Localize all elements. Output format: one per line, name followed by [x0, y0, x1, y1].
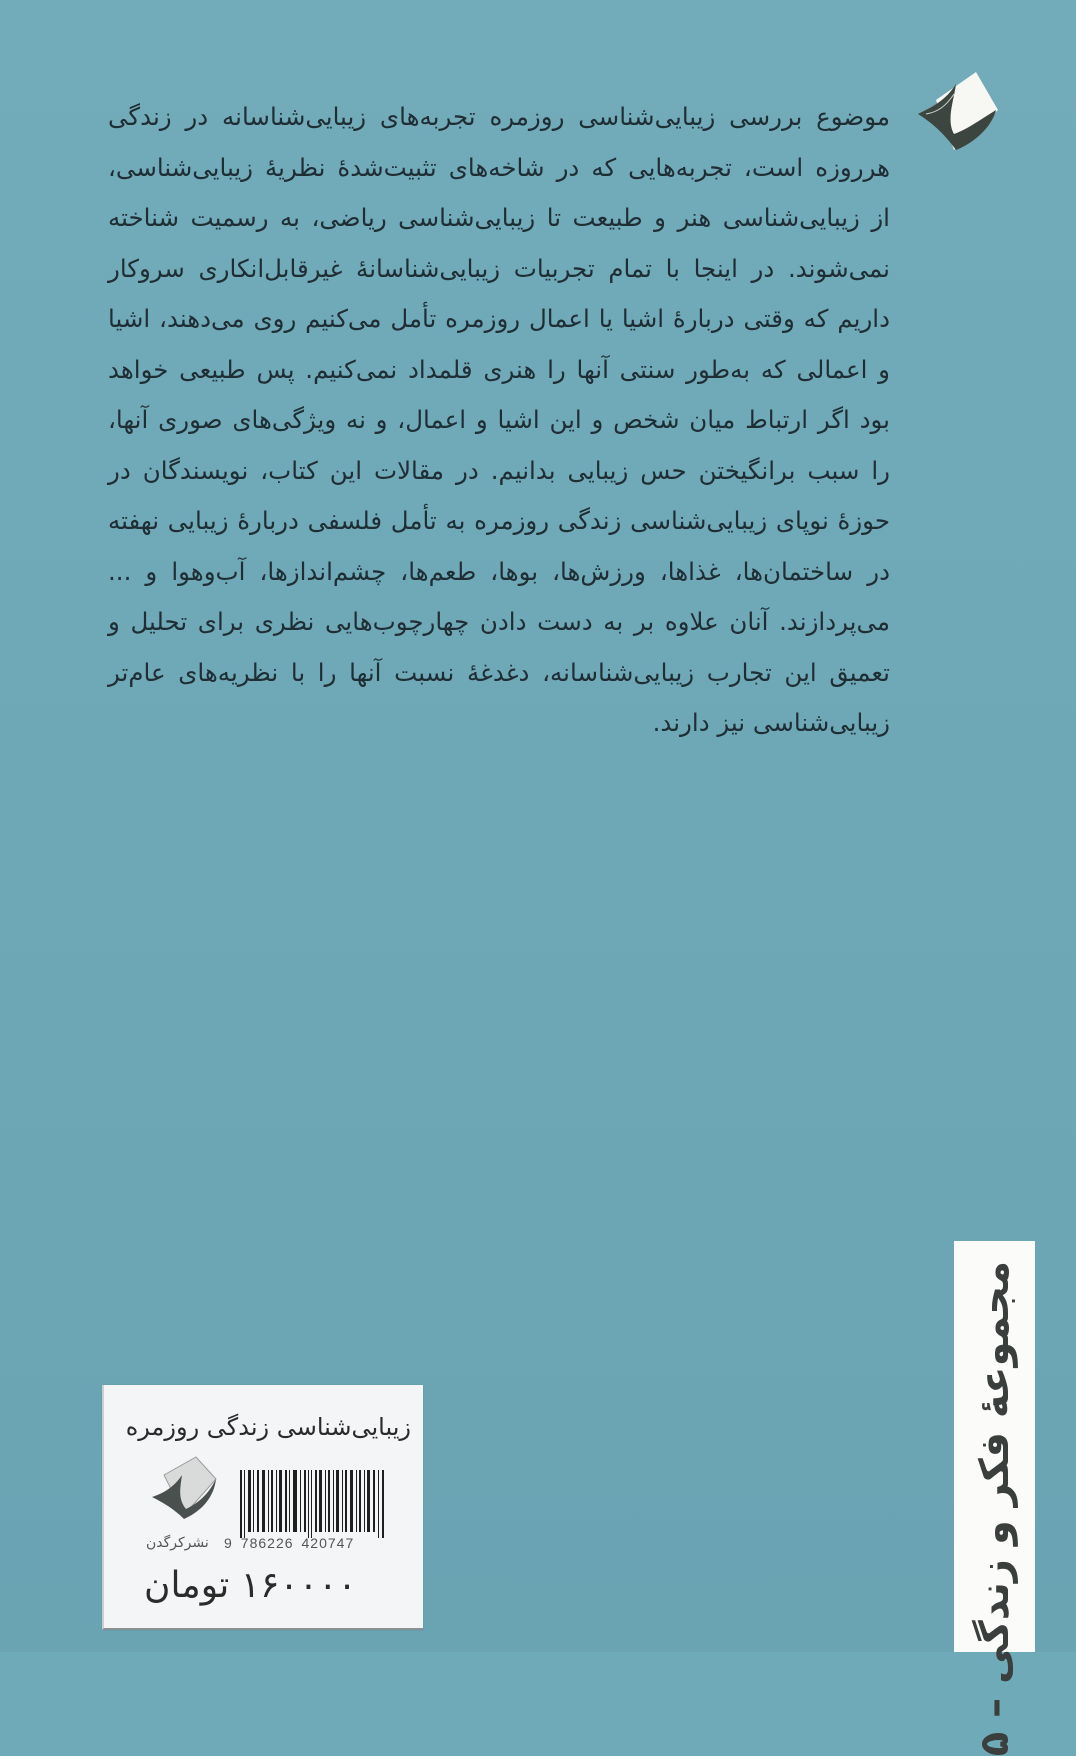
blurb-line: و اعمالی که به‌طور سنتی آنها را هنری قلمداد نمی‌کنیم. پس طبیعی خواهد	[108, 354, 890, 384]
price-text: ۱۶۰۰۰۰ تومان	[144, 1565, 357, 1606]
sticker-book-title: زیبایی‌شناسی زندگی روزمره	[125, 1413, 411, 1441]
blurb-line: از زیبایی‌شناسی هنر و طبیعت تا زیبایی‌شناسی ریاضی، به رسمیت شناخته	[108, 203, 890, 232]
sticker-publisher-name: نشرکرگدن	[146, 1535, 209, 1551]
publisher-logo-icon	[916, 70, 998, 154]
blurb-line: هرروزه است، تجربه‌هایی که در شاخه‌های تثبیت‌شدهٔ نظریهٔ زیبایی‌شناسی،	[108, 152, 890, 182]
series-label: مجموعهٔ فکر و زندگی – ۵	[971, 1261, 1018, 1756]
blurb-line: حوزهٔ نوپای زیبایی‌شناسی زندگی روزمره به تأمل فلسفی دربارهٔ زیبایی نهفته	[108, 506, 890, 535]
blurb-line: نمی‌شوند. در اینجا با تمام تجربیات زیبایی‌شناسانهٔ غیرقابل‌انکاری سروکار	[108, 253, 890, 283]
blurb-line: بود اگر ارتباط میان شخص و این اشیا و اعمال، و نه ویژگی‌های صوری آنها،	[108, 405, 890, 434]
blurb-line: را سبب برانگیختن حس زیبایی بدانیم. در مقالات این کتاب، نویسندگان در	[108, 455, 890, 485]
blurb-line: می‌پردازند. آنان علاوه بر به دست دادن چهارچوب‌هایی نظری برای تحلیل و	[108, 607, 890, 636]
isbn-prefix: 9	[224, 1535, 233, 1551]
blurb-line: در ساختمان‌ها، غذاها، ورزش‌ها، بوها، طعم‌ها، چشم‌اندازها، آب‌وهوا و ...	[108, 556, 890, 586]
isbn-barcode	[238, 1470, 388, 1538]
isbn-group-1: 786226	[240, 1535, 294, 1551]
series-strip	[954, 1241, 1035, 1756]
blurb-line: موضوع بررسی زیبایی‌شناسی روزمره تجربه‌های زیبایی‌شناسانه در زندگی	[108, 102, 890, 131]
back-cover-blurb	[108, 92, 890, 749]
publisher-logo-small-icon	[144, 1453, 234, 1523]
isbn-digits	[224, 1535, 362, 1551]
blurb-line: تعمیق این تجارب زیبایی‌شناسانه، دغدغهٔ نسبت آنها را با نظریه‌های عام‌تر	[108, 657, 890, 687]
blurb-line: داریم که وقتی دربارهٔ اشیا یا اعمال روزمره تأمل می‌کنیم روی می‌دهند، اشیا	[108, 304, 890, 333]
price-sticker	[102, 1385, 423, 1630]
blurb-line: زیبایی‌شناسی نیز دارند.	[652, 708, 890, 737]
isbn-group-2: 420747	[301, 1535, 355, 1551]
